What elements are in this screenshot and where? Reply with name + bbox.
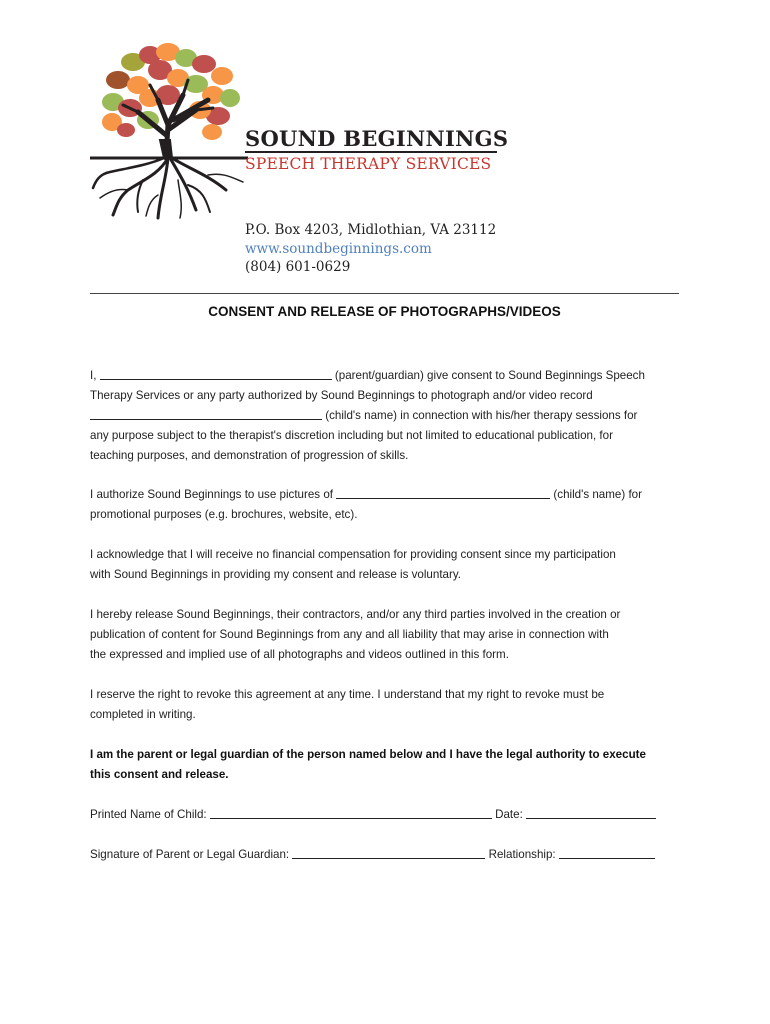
brand-name: SOUND BEGINNINGS — [245, 126, 509, 151]
tree-roots — [93, 158, 243, 218]
printed-child-name-field[interactable] — [210, 806, 492, 819]
child-name-promo-field[interactable] — [336, 486, 550, 499]
relationship-field[interactable] — [559, 846, 655, 859]
phone-line: (804) 601-0629 — [245, 259, 351, 275]
website-link[interactable]: www.soundbeginnings.com — [245, 240, 432, 257]
text-line: I am the parent or legal guardian of the person named below and I have the legal authority to execute — [90, 748, 646, 761]
child-name-date-row — [90, 805, 685, 825]
text-line: publication of content for Sound Beginnings from any and all liability that may arise in connection with — [90, 628, 609, 641]
parent-guardian-name-field[interactable] — [100, 367, 332, 380]
text-line: completed in writing. — [90, 708, 196, 721]
brand-subtitle: SPEECH THERAPY SERVICES — [245, 155, 492, 173]
text-segment: I, — [90, 369, 100, 382]
text-line: I reserve the right to revoke this agreement at any time. I understand that my right to revoke must be — [90, 688, 605, 701]
date-field[interactable] — [526, 806, 656, 819]
text-line: the expressed and implied use of all photographs and videos outlined in this form. — [90, 648, 509, 661]
text-segment: I authorize Sound Beginnings to use pictures of — [90, 488, 337, 501]
header-divider — [90, 293, 679, 294]
paragraph-compensation — [90, 545, 685, 585]
signature-field[interactable] — [292, 846, 485, 859]
child-name-label: Printed Name of Child: — [90, 808, 210, 821]
paragraph-release — [90, 605, 685, 665]
text-line: with Sound Beginnings in providing my consent and release is voluntary. — [90, 568, 461, 581]
paragraph-consent — [90, 366, 685, 466]
contact-block — [245, 221, 496, 277]
text-line: any purpose subject to the therapist's discretion including but not limited to educational publication, for — [90, 429, 613, 442]
date-label: Date: — [491, 808, 527, 821]
text-line: promotional purposes (e.g. brochures, website, etc). — [90, 508, 358, 521]
signature-row — [90, 845, 685, 865]
text-line: teaching purposes, and demonstration of progression of skills. — [90, 449, 409, 462]
text-line: Therapy Services or any party authorized by Sound Beginnings to photograph and/or video record — [90, 389, 593, 402]
text-line: this consent and release. — [90, 768, 229, 781]
text-line: I acknowledge that I will receive no financial compensation for providing consent since my participation — [90, 548, 616, 561]
paragraph-authorize — [90, 485, 685, 525]
paragraph-authority — [90, 745, 685, 785]
text-line: I hereby release Sound Beginnings, their contractors, and/or any third parties involved in the creation or — [90, 608, 621, 621]
text-segment: (child's name) in connection with his/her therapy sessions for — [322, 409, 638, 422]
text-segment: (parent/guardian) give consent to Sound Beginnings Speech — [331, 369, 645, 382]
brand-underline — [245, 151, 497, 153]
paragraph-revoke — [90, 685, 685, 725]
address-line: P.O. Box 4203, Midlothian, VA 23112 — [245, 222, 497, 238]
tree-logo-icon — [88, 40, 258, 220]
child-name-field[interactable] — [90, 407, 322, 420]
document-title: CONSENT AND RELEASE OF PHOTOGRAPHS/VIDEOS — [208, 304, 561, 319]
relationship-label: Relationship: — [485, 848, 559, 861]
signature-label: Signature of Parent or Legal Guardian: — [90, 848, 293, 861]
text-segment: (child's name) for — [550, 488, 642, 501]
